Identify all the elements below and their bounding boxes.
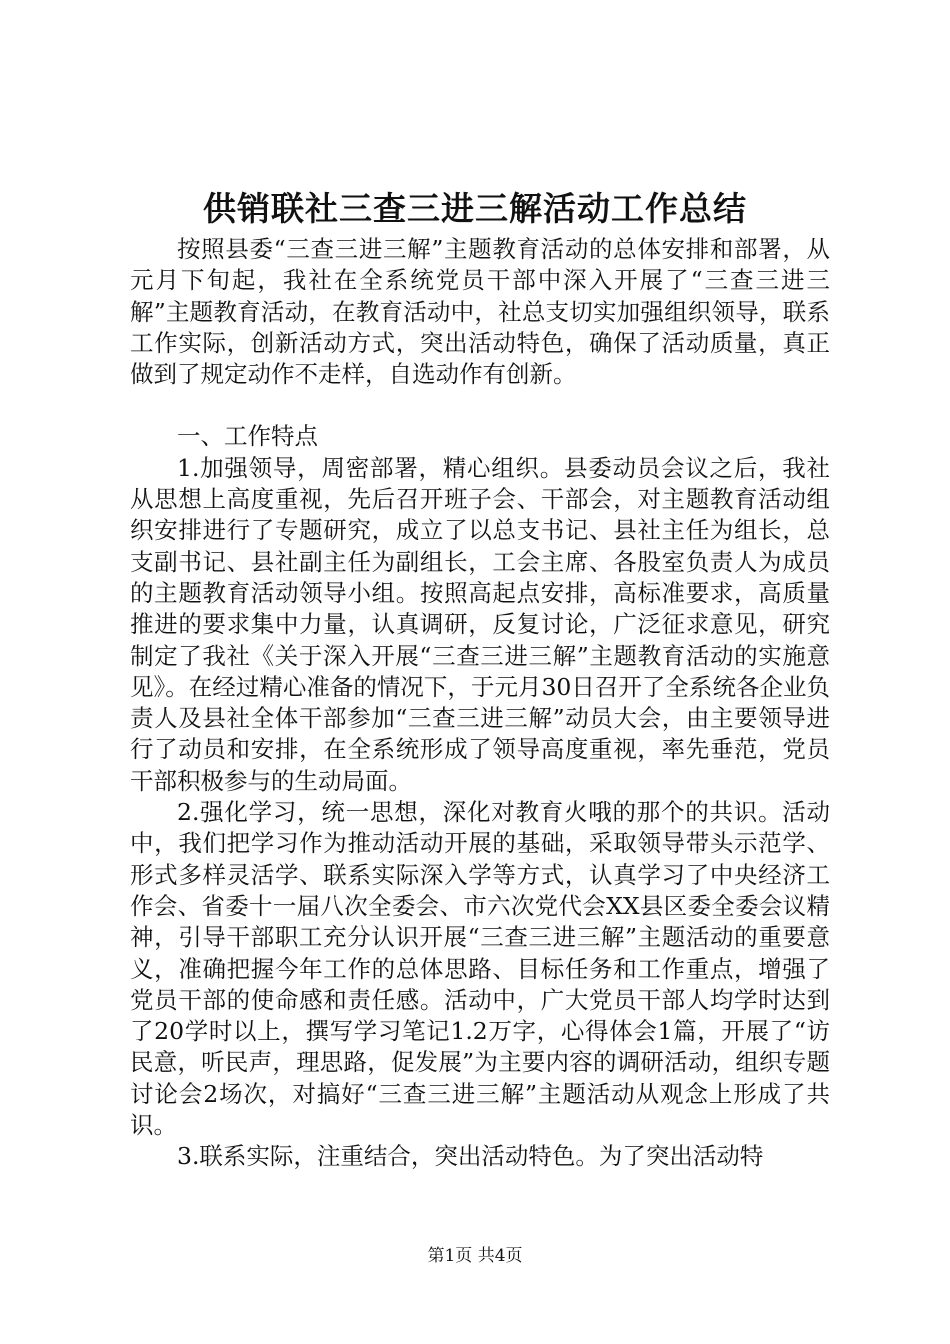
section-heading: 一、工作特点 (177, 422, 318, 451)
page-number-footer: 第1页 共4页 (427, 1246, 523, 1266)
document-title: 供销联社三查三进三解活动工作总结 (203, 189, 747, 228)
body-paragraph-2: 2.强化学习，统一思想，深化对教育火哦的那个的共识。活动中，我们把学习作为推动活动开展的基础，采取领导带头示范学、形式多样灵活学、联系实际深入学等方式，认真学习了中央经济工作会、省委十一届八次全委会、市六次党代会XX县区委全委会议精神，引导干部职工充分认识开展“三查三进三解”主题活动的重要意义，准确把握今年工作的总体思路、目标任务和工作重点，增强了党员干部的使命感和责任感。活动中，广大党员干部人均学时达到了20学时以上，撰写学习笔记1.2万字，心得体会1篇，开展了“访民意，听民声，理思路，促发展”为主要内容的调研活动，组织专题讨论会2场次，对搞好“三查三进三解”主题活动从观念上形成了共识。 (130, 798, 830, 1140)
body-paragraph-3: 3.联系实际，注重结合，突出活动特色。为了突出活动特 (177, 1142, 764, 1171)
body-paragraph-1: 1.加强领导，周密部署，精心组织。县委动员会议之后，我社从思想上高度重视，先后召开班子会、干部会，对主题教育活动组织安排进行了专题研究，成立了以总支书记、县社主任为组长，总支副书记、县社副主任为副组长，工会主席、各股室负责人为成员的主题教育活动领导小组。按照高起点安排，高标准要求，高质量推进的要求集中力量，认真调研，反复讨论，广泛征求意见，研究制定了我社《关于深入开展“三查三进三解”主题教育活动的实施意见》。在经过精心准备的情况下，于元月30日召开了全系统各企业负责人及县社全体干部参加“三查三进三解”动员大会，由主要领导进行了动员和安排，在全系统形成了领导高度重视，率先垂范，党员干部积极参与的生动局面。 (130, 453, 830, 795)
document-body (130, 234, 830, 1173)
intro-paragraph: 按照县委“三查三进三解”主题教育活动的总体安排和部署，从元月下旬起，我社在全系统党员干部中深入开展了“三查三进三解”主题教育活动，在教育活动中，社总支切实加强组织领导，联系工作实际，创新活动方式，突出活动特色，确保了活动质量，真正做到了规定动作不走样，自选动作有创新。 (130, 235, 830, 389)
